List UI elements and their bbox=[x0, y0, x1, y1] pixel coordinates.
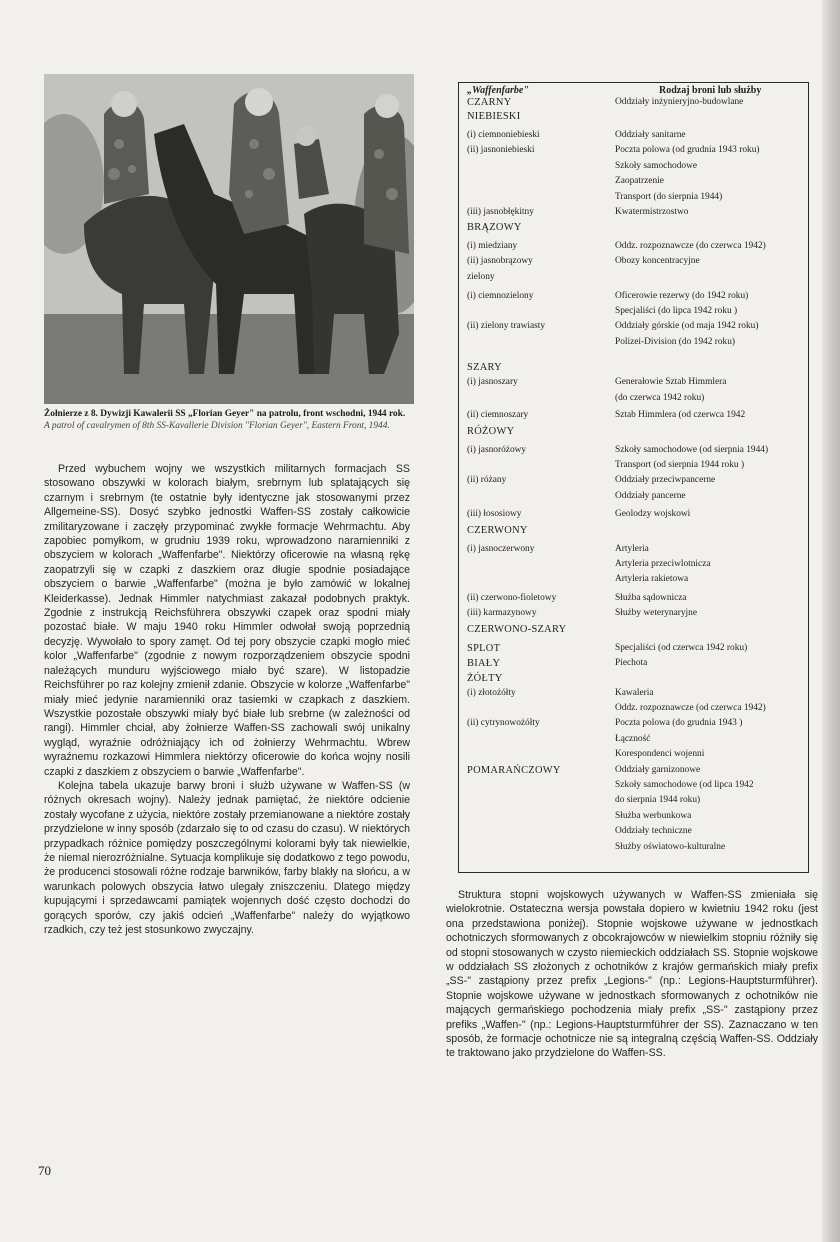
table-service-cell: Korespondenci wojenni bbox=[615, 749, 705, 760]
table-row bbox=[467, 509, 803, 522]
left-paragraph-2: Kolejna tabela ukazuje barwy broni i służb używane w Waffen-SS (w różnych okresach wojny). Należy jednak pamiętać, że niektóre odcienie zostały wycofane z użycia, niektóre zostały przemianowane a niektóre zostały przydzielone w inny sposób (zdarzało się to od czasu do czasu). W niektórych przypadkach różnice pomiędzy poszczególnymi kolorami były tak niewielkie, że niemal nierozróżnialne. Sytuacja komplikuje się dodatkowo z tego powodu, że producenci stosowali różne rodzaje barwników, farby blakły na słońcu, a w warunkach polowych obszycia łatwo ulegały zniszczeniu. Dlatego między kupującymi i sprzedawcami pamiątek wojennych dość często dochodzi do gorących sporów, czy jakiś odcień „Waffenfarbe" należy do wyjątkowo rzadkich, czy też jest stosunkowo zwyczajny. bbox=[44, 779, 410, 936]
table-row bbox=[467, 362, 803, 375]
table-service-cell: Szkoły samochodowe bbox=[615, 160, 698, 171]
table-color-cell: (i) jasnoróżowy bbox=[467, 444, 527, 455]
table-row bbox=[467, 811, 803, 824]
table-row bbox=[467, 826, 803, 839]
table-row bbox=[467, 795, 803, 808]
table-row bbox=[467, 842, 803, 855]
table-row bbox=[467, 256, 803, 269]
table-row bbox=[467, 192, 803, 205]
table-service-cell: Transport (od sierpnia 1944 roku ) bbox=[615, 459, 745, 470]
page-number: 70 bbox=[38, 1163, 51, 1178]
table-row bbox=[467, 559, 803, 572]
table-header-service: Rodzaj broni lub służby bbox=[659, 85, 762, 96]
caption-polish: Żołnierze z 8. Dywizji Kawalerii SS „Florian Geyer" na patrolu, front wschodni, 1944 rok. bbox=[44, 409, 406, 419]
table-service-cell: Oddziały garnizonowe bbox=[615, 764, 701, 775]
table-service-cell: (do czerwca 1942 roku) bbox=[615, 392, 705, 403]
cavalry-photo bbox=[44, 74, 414, 404]
table-row bbox=[467, 608, 803, 621]
table-service-cell: Oddziały inżynieryjno-budowlane bbox=[615, 97, 744, 107]
table-color-cell: SZARY bbox=[467, 362, 502, 374]
table-service-cell: Szkoły samochodowe (od sierpnia 1944) bbox=[615, 444, 769, 455]
cavalry-photo-icon bbox=[44, 74, 414, 404]
table-row bbox=[467, 426, 803, 439]
table-row bbox=[467, 734, 803, 747]
table-service-cell: Specjaliści (od czerwca 1942 roku) bbox=[615, 642, 748, 653]
table-color-cell: (i) ciemnozielony bbox=[467, 290, 534, 301]
table-row bbox=[467, 222, 803, 235]
table-service-cell: Kwatermistrzostwo bbox=[615, 206, 689, 217]
table-color-cell: CZERWONY bbox=[467, 524, 528, 536]
table-header-color: „Waffenfarbe" bbox=[467, 85, 529, 96]
table-row bbox=[467, 111, 803, 124]
table-row bbox=[467, 688, 803, 701]
table-row bbox=[467, 718, 803, 731]
table-service-cell: Służby weterynaryjne bbox=[615, 608, 698, 619]
table-row bbox=[467, 145, 803, 158]
table-service-cell: Łączność bbox=[615, 733, 651, 744]
table-row bbox=[467, 643, 803, 656]
table-row bbox=[467, 673, 803, 686]
table-row bbox=[467, 491, 803, 504]
table-color-cell: (ii) cytrynowożółty bbox=[467, 718, 540, 729]
table-service-cell: Oficerowie rezerwy (do 1942 roku) bbox=[615, 290, 749, 301]
table-service-cell: Służba werbunkowa bbox=[615, 810, 692, 821]
table-color-cell: (i) ciemnoniebieski bbox=[467, 129, 540, 140]
table-color-cell: (ii) jasnoniebieski bbox=[467, 145, 535, 156]
table-color-cell: CZARNY bbox=[467, 97, 512, 108]
table-color-cell: (i) złotożółty bbox=[467, 687, 516, 698]
table-color-cell: RÓŻOWY bbox=[467, 425, 515, 437]
table-service-cell: Służby oświatowo-kulturalne bbox=[615, 841, 726, 852]
table-color-cell: (i) jasnoczerwony bbox=[467, 543, 535, 554]
table-color-cell: (i) miedziany bbox=[467, 241, 518, 252]
table-row bbox=[467, 321, 803, 334]
table-row bbox=[467, 241, 803, 254]
table-row bbox=[467, 291, 803, 304]
table-row bbox=[467, 475, 803, 488]
table-color-cell: (ii) jasnobrązowy bbox=[467, 256, 533, 267]
table-service-cell: Artyleria przeciwlotnicza bbox=[615, 558, 711, 569]
table-color-cell: (ii) ciemnoszary bbox=[467, 410, 529, 421]
table-service-cell: Poczta polowa (od grudnia 1943 roku) bbox=[615, 145, 760, 156]
table-service-cell: Służba sądownicza bbox=[615, 593, 687, 604]
table-service-cell: Sztab Himmlera (od czerwca 1942 bbox=[615, 410, 746, 421]
table-row bbox=[467, 410, 803, 423]
left-column-text bbox=[44, 462, 410, 937]
table-color-cell: (ii) zielony trawiasty bbox=[467, 321, 546, 332]
table-row bbox=[467, 161, 803, 174]
table-row bbox=[467, 176, 803, 189]
right-column-text bbox=[446, 888, 818, 1061]
table-service-cell: Transport (do sierpnia 1944) bbox=[615, 191, 723, 202]
table-row bbox=[467, 337, 803, 350]
table-service-cell: Szkoły samochodowe (od lipca 1942 bbox=[615, 780, 754, 790]
table-row bbox=[467, 393, 803, 406]
table-row bbox=[467, 780, 803, 793]
left-paragraph-1: Przed wybuchem wojny we wszystkich militarnych formacjach SS stosowano obszywki w kolorach białym, srebrnym lub splatających się czarnym i srebrnym (te ostatnie były identyczne jak stosowanymi przez Allgemeine-SS). Dosyć szybko jednostki Waffen-SS zostały całkowicie zmilitaryzowane i zaczęły przypominać zwykłe formacje Wehrmachtu. Aby zapobiec pomyłkom, w grudniu 1939 roku, wprowadzono naramienniki z obszyciem w kolorach „Waffenfarbe". Niektórzy oficerowie na własną rękę zaopatrzyli się w czapki z daszkiem oraz długie spodnie posiadające obszyciem o barwie „Waffenfarbe" (można je było zamówić w lokalnej Kleiderkasse). Jednak Himmler natychmiast zakazał podobnych praktyk. Zgodnie z instrukcją Reichsführera obszywki czapek oraz spodni miały pozostać białe. W maju 1940 roku Himmler odwołał swoją poprzednią decyzję. Wywołało to spory zamęt. Od tej pory obszycie czapki mogło mieć kolor „Waffenfarbe" (zgodnie z nowym rozporządzeniem obszycie spodni należących munduru wyjściowego miało być szare). W listopadzie Reichsführer po raz kolejny zmienił zdanie. Obszycie w kolorze „Waffenfarbe" miały mieć jedynie naramienniki oraz tasiemki w czapkach z daszkiem. Wszystkie pozostałe obszywki miały być białe lub srebrne (w zależności od rangi). Himmler chciał, aby żołnierze Waffen-SS zachowali swój unikalny wygląd, wyraźnie odróżniający ich od żołnierzy Wehrmachtu. Wbrew wyraźnemu rozkazowi Himmlera niektórzy oficerowie do końca wojny nosili czapki z daszkiem z obszyciem o barwie „Waffenfarbe". bbox=[44, 463, 410, 778]
table-color-cell: SPLOT bbox=[467, 642, 501, 654]
table-color-cell: (ii) różany bbox=[467, 475, 507, 486]
table-row bbox=[467, 624, 803, 637]
table-color-cell: (iii) łososiowy bbox=[467, 509, 522, 520]
table-row bbox=[467, 593, 803, 606]
table-service-cell: Zaopatrzenie bbox=[615, 176, 664, 187]
table-service-cell: Kawaleria bbox=[615, 687, 654, 698]
table-service-cell: Specjaliści (do lipca 1942 roku ) bbox=[615, 305, 738, 316]
table-row bbox=[467, 544, 803, 557]
waffenfarbe-table bbox=[458, 82, 809, 873]
caption-english: A patrol of cavalrymen of 8th SS-Kavallerie Division "Florian Geyer", Eastern Front, 1944. bbox=[44, 421, 390, 431]
table-row bbox=[467, 574, 803, 587]
table-row bbox=[467, 377, 803, 390]
table-service-cell: Piechota bbox=[615, 657, 648, 668]
table-row bbox=[467, 749, 803, 762]
table-color-cell: (iii) jasnobłękitny bbox=[467, 206, 534, 217]
table-color-cell: ŻÓŁTY bbox=[467, 673, 503, 685]
table-row bbox=[467, 445, 803, 458]
page-gutter bbox=[822, 0, 840, 1242]
table-service-cell: Poczta polowa (do grudnia 1943 ) bbox=[615, 718, 743, 729]
table-service-cell: Generałowie Sztab Himmlera bbox=[615, 377, 727, 388]
table-row bbox=[467, 765, 803, 778]
table-service-cell: Obozy koncentracyjne bbox=[615, 256, 700, 267]
table-color-cell: BIAŁY bbox=[467, 657, 501, 669]
table-service-cell: Oddziały przeciwpancerne bbox=[615, 475, 716, 486]
table-service-cell: do sierpnia 1944 roku) bbox=[615, 795, 701, 806]
table-row bbox=[467, 130, 803, 143]
table-color-cell: (ii) czerwono-fioletowy bbox=[467, 593, 557, 604]
table-row bbox=[467, 207, 803, 220]
table-color-cell: zielony bbox=[467, 271, 495, 282]
table-service-cell: Oddziały górskie (od maja 1942 roku) bbox=[615, 321, 759, 332]
table-row bbox=[467, 460, 803, 473]
table-row bbox=[467, 97, 803, 110]
table-color-cell: (iii) karmazynowy bbox=[467, 608, 537, 619]
table-service-cell: Oddziały techniczne bbox=[615, 826, 692, 837]
photo-caption bbox=[44, 408, 412, 432]
table-service-cell: Oddziały sanitarne bbox=[615, 129, 686, 140]
table-service-cell: Oddziały pancerne bbox=[615, 490, 686, 501]
table-service-cell: Artyleria bbox=[615, 543, 649, 554]
right-paragraph: Struktura stopni wojskowych używanych w Waffen-SS zmieniała się wielokrotnie. Ostateczna wersja powstała dopiero w kwietniu 1942 roku (jest ona przedstawiona poniżej). Stopnie wojskowe używane w jednostkach ochotniczych sformowanych z obcokrajowców w niewielkim stopniu różniły się od stopni stosowanych w czysto niemieckich oddziałach SS. Stopnie wojskowe w oddziałach SS złożonych z ochotników z krajów germańskich miały prefix „SS-" zastąpiony przez prefix „Legions-" (np.: Legions-Hauptsturmführer). Stopnie wojskowe używane w jednostkach sformowanych z ochotników nie mających germańskiego pochodzenia miały prefix „SS-" zastąpiony przez prefiks „Waffen-" (np.: Legions-Hauptsturmführer der SS). Zaznaczano w ten sposób, że formacje ochotnicze nie są integralną częścią Waffen-SS. Oddziały te traktowano jako przydzielone do Waffen-SS. bbox=[446, 889, 818, 1060]
table-color-cell: CZERWONO-SZARY bbox=[467, 623, 567, 635]
table-row bbox=[467, 272, 803, 285]
table-row bbox=[467, 658, 803, 671]
table-color-cell: BRĄZOWY bbox=[467, 222, 522, 234]
table-row bbox=[467, 525, 803, 538]
table-color-cell: (i) jasnoszary bbox=[467, 377, 518, 388]
table-service-cell: Polizei-Division (do 1942 roku) bbox=[615, 336, 736, 347]
table-service-cell: Artyleria rakietowa bbox=[615, 574, 689, 585]
table-service-cell: Oddz. rozpoznawcze (od czerwca 1942) bbox=[615, 703, 766, 714]
table-color-cell: NIEBIESKI bbox=[467, 111, 521, 123]
table-row bbox=[467, 306, 803, 319]
table-row bbox=[467, 703, 803, 716]
table-color-cell: POMARAŃCZOWY bbox=[467, 764, 561, 776]
table-service-cell: Geolodzy wojskowi bbox=[615, 509, 691, 520]
table-service-cell: Oddz. rozpoznawcze (do czerwca 1942) bbox=[615, 241, 766, 252]
